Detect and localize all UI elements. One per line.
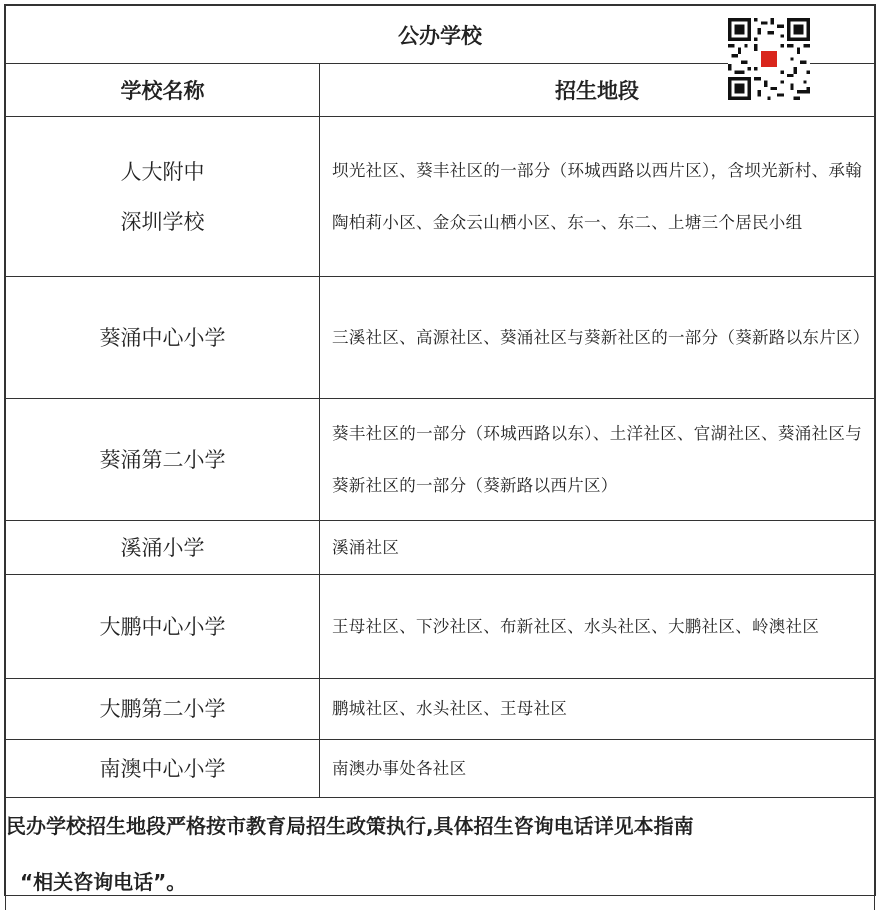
school-name-cell: 葵涌第二小学 <box>6 399 320 521</box>
school-name-cell: 溪涌小学 <box>6 521 320 575</box>
enrollment-area-cell: 鹏城社区、水头社区、王母社区 <box>320 679 875 740</box>
school-name-cell: 葵涌中心小学 <box>6 277 320 399</box>
table-row <box>6 679 875 740</box>
table-row <box>6 399 875 521</box>
table-title-row <box>6 6 875 64</box>
table-row <box>6 277 875 399</box>
enrollment-table <box>5 5 875 910</box>
school-name-cell <box>6 117 320 277</box>
footer-row <box>6 798 875 910</box>
table-row <box>6 117 875 277</box>
table-row <box>6 575 875 679</box>
qr-code-icon <box>728 18 810 100</box>
school-name-cell: 大鹏中心小学 <box>6 575 320 679</box>
school-name-line: 人大附中 <box>6 147 319 197</box>
footer-note-line2: “相关咨询电话”。 <box>6 854 874 910</box>
school-name-cell: 大鹏第二小学 <box>6 679 320 740</box>
school-name-cell: 南澳中心小学 <box>6 740 320 798</box>
table-row <box>6 740 875 798</box>
footer-note-line1: 民办学校招生地段严格按市教育局招生政策执行,具体招生咨询电话详见本指南 <box>6 814 694 838</box>
school-name-line: 深圳学校 <box>6 197 319 247</box>
footer-note <box>6 798 875 910</box>
enrollment-area-cell: 葵丰社区的一部分（环城西路以东）、土洋社区、官湖社区、葵涌社区与葵新社区的一部分（葵新路以西片区） <box>320 399 875 521</box>
enrollment-area-cell: 溪涌社区 <box>320 521 875 575</box>
table-row <box>6 521 875 575</box>
enrollment-area-cell: 坝光社区、葵丰社区的一部分（环城西路以西片区），含坝光新村、承翰陶柏莉小区、金众云山栖小区、东一、东二、上塘三个居民小组 <box>320 117 875 277</box>
enrollment-area-cell: 三溪社区、高源社区、葵涌社区与葵新社区的一部分（葵新路以东片区） <box>320 277 875 399</box>
enrollment-area-cell: 王母社区、下沙社区、布新社区、水头社区、大鹏社区、岭澳社区 <box>320 575 875 679</box>
table-title <box>6 6 875 64</box>
header-school-name: 学校名称 <box>6 64 320 117</box>
enrollment-area-cell: 南澳办事处各社区 <box>320 740 875 798</box>
header-enrollment-area: 招生地段 <box>320 64 875 117</box>
table-title-text: 公办学校 <box>398 24 482 48</box>
document-frame <box>4 4 876 896</box>
